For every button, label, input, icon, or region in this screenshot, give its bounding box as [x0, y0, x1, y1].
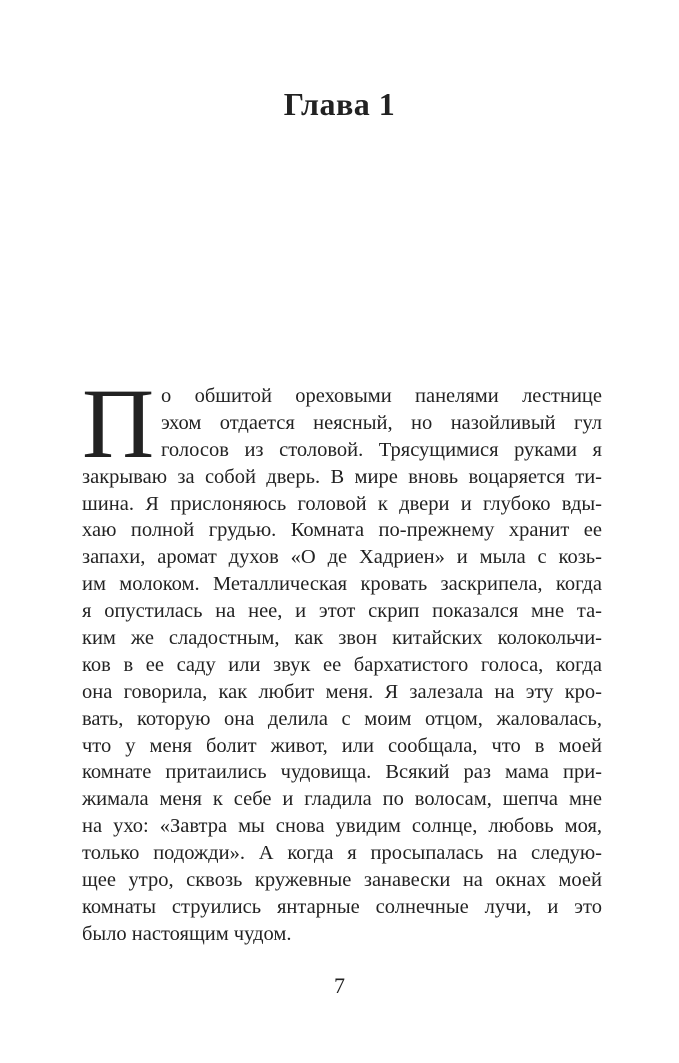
paragraph-line: вать, которую она делила с моим отцом, жаловалась, [82, 707, 602, 730]
paragraph-line: было настоящим чудом. [82, 922, 292, 945]
paragraph-line: щее утро, сквозь кружевные занавески на окнах моей [82, 869, 602, 892]
paragraph-line: запахи, аромат духов «О де Хадриен» и мыла с козь- [82, 546, 602, 569]
chapter-title: Глава 1 [283, 86, 396, 122]
page-number: 7 [334, 973, 345, 998]
paragraph-line: ков в ее саду или звук ее бархатистого голоса, когда [82, 653, 602, 676]
paragraph-line: я опустилась на нее, и этот скрип показался мне та- [82, 600, 602, 623]
chapter-paragraph [82, 368, 602, 948]
paragraph-line: жимала меня к себе и гладила по волосам, шепча мне [82, 788, 602, 811]
paragraph-line: только подожди». А когда я просыпалась на следую- [82, 842, 602, 865]
paragraph-line: комнаты струились янтарные солнечные лучи, и это [82, 895, 602, 918]
paragraph-line: она говорила, как любит меня. Я залезала на эту кро- [82, 680, 602, 703]
drop-cap: П [82, 368, 155, 479]
paragraph-line: комнате притаились чудовища. Всякий раз мама при- [82, 761, 602, 784]
paragraph-line: эхом отдается неясный, но назойливый гул [161, 411, 602, 434]
paragraph-line: голосов из столовой. Трясущимися руками я [161, 438, 602, 461]
paragraph-line: им молоком. Металлическая кровать заскрипела, когда [82, 573, 602, 596]
paragraph-line: шина. Я прислоняюсь головой к двери и глубоко вды- [82, 492, 602, 515]
paragraph-line: на ухо: «Завтра мы снова увидим солнце, любовь моя, [82, 815, 602, 838]
paragraph-line: хаю полной грудью. Комната по-прежнему хранит ее [82, 519, 602, 542]
paragraph-line: ким же сладостным, как звон китайских колокольчи- [82, 627, 602, 650]
paragraph-line: что у меня болит живот, или сообщала, что в моей [82, 734, 602, 757]
paragraph-line: закрываю за собой дверь. В мире вновь воцаряется ти- [82, 465, 602, 488]
paragraph-line: о обшитой ореховыми панелями лестнице [161, 385, 602, 407]
